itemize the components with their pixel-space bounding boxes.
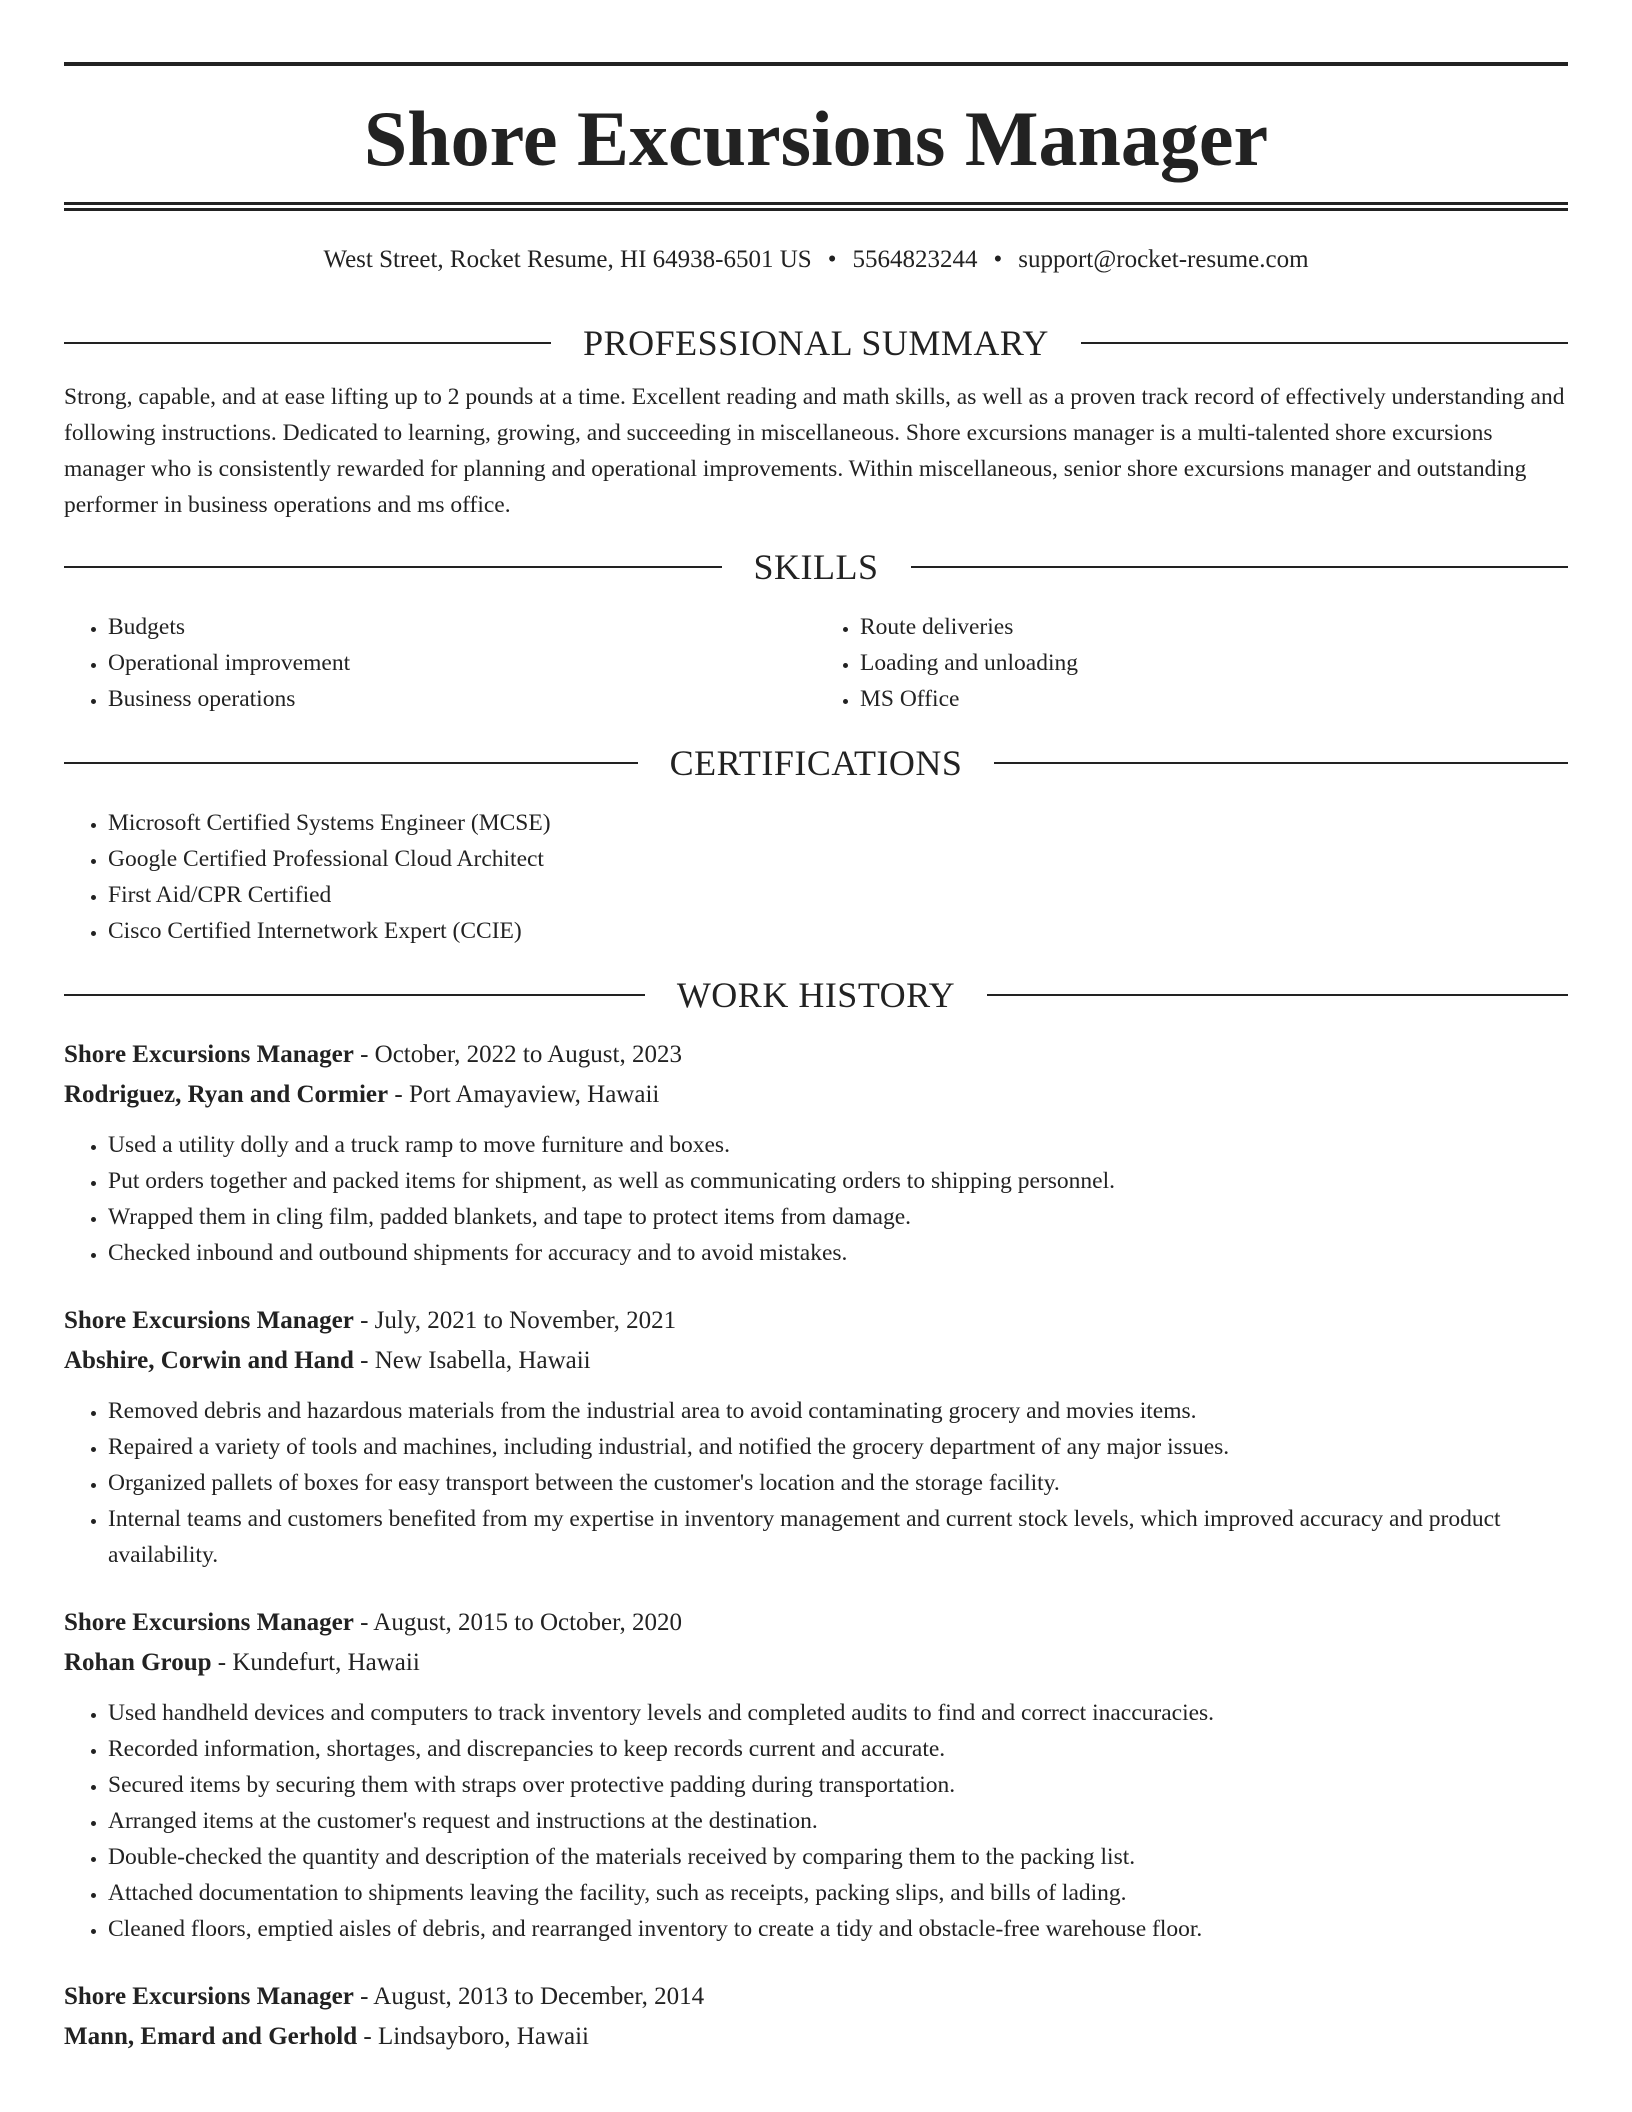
job-location: Kundefurt, Hawaii: [232, 1649, 420, 1676]
job-location: New Isabella, Hawaii: [374, 1347, 591, 1374]
job-company: Mann, Emard and Gerhold: [64, 2023, 358, 2050]
contact-separator: •: [993, 246, 1003, 273]
job-bullet: • Wrapped them in cling film, padded blankets, and tape to protect items from damage.: [108, 1199, 1568, 1235]
skill-item: • MS Office: [860, 681, 1568, 717]
job-company: Abshire, Corwin and Hand: [64, 1347, 354, 1374]
job-location: Lindsayboro, Hawaii: [377, 2023, 589, 2050]
job-dates: July, 2021 to November, 2021: [374, 1307, 677, 1334]
job-bullets: [64, 1393, 1568, 1573]
heading-rule: [987, 994, 1568, 996]
job-bullet: • Internal teams and customers benefited from my expertise in inventory management and current stock levels, which improved accuracy and product availability.: [108, 1501, 1568, 1573]
work-history-heading-text: WORK HISTORY: [676, 975, 956, 1015]
certifications-heading: [64, 745, 1568, 781]
summary-heading: [64, 325, 1568, 361]
job-bullet: • Secured items by securing them with straps over protective padding during transportation.: [108, 1767, 1568, 1803]
heading-rule: [1081, 342, 1568, 344]
job-company-line: Mann, Emard and Gerhold - Lindsayboro, Hawaii: [64, 2023, 589, 2050]
job-title-line: Shore Excursions Manager - August, 2013 to December, 2014: [64, 1983, 705, 2010]
job-title-line: Shore Excursions Manager - October, 2022 to August, 2023: [64, 1041, 682, 1068]
job-bullet: • Attached documentation to shipments leaving the facility, such as receipts, packing slips, and bills of lading.: [108, 1875, 1568, 1911]
job-entry: [64, 1603, 1568, 1947]
skill-item: • Business operations: [108, 681, 816, 717]
job-company: Rohan Group: [64, 1649, 212, 1676]
skill-item: • Loading and unloading: [860, 645, 1568, 681]
skills-heading: [64, 549, 1568, 585]
skills-column-right: [816, 609, 1568, 717]
contact-email[interactable]: support@rocket-resume.com: [1018, 246, 1309, 273]
job-company-line: Rohan Group - Kundefurt, Hawaii: [64, 1649, 420, 1676]
contact-separator: •: [827, 246, 837, 273]
certification-item: • Microsoft Certified Systems Engineer (MCSE): [108, 805, 1568, 841]
job-bullet: • Repaired a variety of tools and machines, including industrial, and notified the grocery department of any major issues.: [108, 1429, 1568, 1465]
job-entry: [64, 1301, 1568, 1573]
job-bullet: • Arranged items at the customer's request and instructions at the destination.: [108, 1803, 1568, 1839]
job-bullet: • Cleaned floors, emptied aisles of debris, and rearranged inventory to create a tidy and obstacle-free warehouse floor.: [108, 1911, 1568, 1947]
certifications-heading-text: CERTIFICATIONS: [669, 743, 963, 783]
job-location: Port Amayaview, Hawaii: [408, 1081, 660, 1108]
certification-item: • First Aid/CPR Certified: [108, 877, 1568, 913]
job-company-line: Rodriguez, Ryan and Cormier - Port Amayaview, Hawaii: [64, 1081, 660, 1108]
job-title: Shore Excursions Manager: [64, 1983, 354, 2010]
job-title-line: Shore Excursions Manager - July, 2021 to November, 2021: [64, 1307, 677, 1334]
job-title: Shore Excursions Manager: [64, 1307, 354, 1334]
heading-rule: [64, 566, 722, 568]
job-bullet: • Organized pallets of boxes for easy transport between the customer's location and the storage facility.: [108, 1465, 1568, 1501]
heading-rule: [994, 762, 1568, 764]
job-title-line: Shore Excursions Manager - August, 2015 to October, 2020: [64, 1609, 682, 1636]
summary-heading-text: PROFESSIONAL SUMMARY: [583, 323, 1049, 363]
job-bullet: • Put orders together and packed items for shipment, as well as communicating orders to shipping personnel.: [108, 1163, 1568, 1199]
job-bullet: • Used handheld devices and computers to track inventory levels and completed audits to find and correct inaccuracies.: [108, 1695, 1568, 1731]
job-dates: October, 2022 to August, 2023: [374, 1041, 682, 1068]
work-history-heading: [64, 977, 1568, 1013]
skill-item: • Operational improvement: [108, 645, 816, 681]
job-entry: [64, 1977, 1568, 2057]
job-dates: August, 2013 to December, 2014: [373, 1983, 705, 2010]
job-company-line: Abshire, Corwin and Hand - New Isabella, Hawaii: [64, 1347, 591, 1374]
job-title: Shore Excursions Manager: [64, 1609, 354, 1636]
skill-item: • Budgets: [108, 609, 816, 645]
skills-heading-text: SKILLS: [753, 547, 879, 587]
job-bullet: • Recorded information, shortages, and discrepancies to keep records current and accurate.: [108, 1731, 1568, 1767]
job-bullet: • Double-checked the quantity and description of the materials received by comparing them to the packing list.: [108, 1839, 1568, 1875]
heading-rule: [64, 994, 645, 996]
contact-address: West Street, Rocket Resume, HI 64938-6501 US: [323, 246, 812, 273]
skills-column-left: [64, 609, 816, 717]
job-title: Shore Excursions Manager: [64, 1041, 354, 1068]
contact-phone: 5564823244: [852, 246, 978, 273]
job-dates: August, 2015 to October, 2020: [373, 1609, 682, 1636]
resume-name: Shore Excursions Manager: [363, 95, 1269, 182]
job-bullet: • Checked inbound and outbound shipments for accuracy and to avoid mistakes.: [108, 1235, 1568, 1271]
certification-item: • Cisco Certified Internetwork Expert (CCIE): [108, 913, 1568, 949]
job-bullet: • Used a utility dolly and a truck ramp to move furniture and boxes.: [108, 1127, 1568, 1163]
heading-rule: [64, 342, 551, 344]
skill-item: • Route deliveries: [860, 609, 1568, 645]
job-bullet: • Removed debris and hazardous materials from the industrial area to avoid contaminating grocery and movies items.: [108, 1393, 1568, 1429]
skills-list: [64, 609, 1568, 717]
certifications-list: [64, 805, 1568, 949]
job-company: Rodriguez, Ryan and Cormier: [64, 1081, 389, 1108]
job-bullets: [64, 1695, 1568, 1947]
resume-content: [64, 0, 1568, 2057]
job-bullets: [64, 1127, 1568, 1271]
summary-text: Strong, capable, and at ease lifting up to 2 pounds at a time. Excellent reading and math skills, as well as a proven track record of effectively understanding and following instructions. Dedicated to learning, growing, and succeeding in miscellaneous. Shore excursions manager is a multi-talented shore excursions manager who is consistently rewarded for planning and operational improvements. Within miscellaneous, senior shore excursions manager and outstanding performer in business operations and ms office.: [64, 384, 1565, 518]
heading-rule: [911, 566, 1569, 568]
contact-line: [64, 247, 1568, 272]
certification-item: • Google Certified Professional Cloud Architect: [108, 841, 1568, 877]
header-bottom-rule: [64, 202, 1568, 211]
heading-rule: [64, 762, 638, 764]
job-entry: [64, 1035, 1568, 1271]
